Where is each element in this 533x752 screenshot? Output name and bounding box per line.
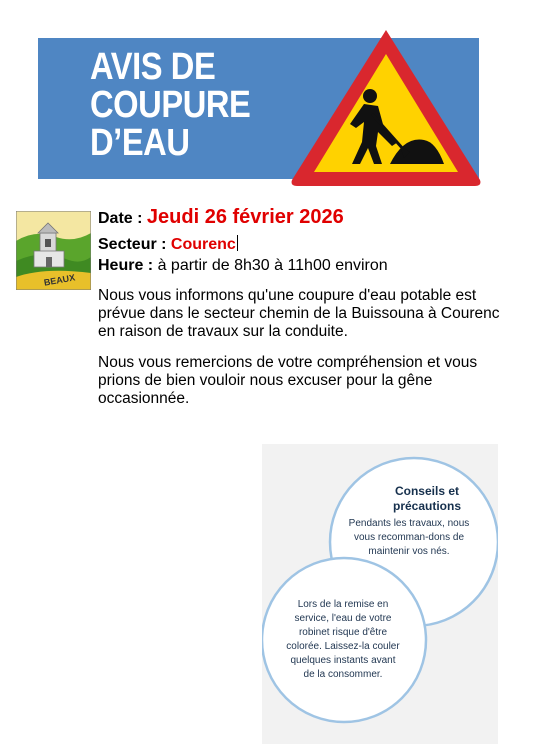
banner-title-line-1: AVIS DE xyxy=(90,46,216,88)
advice-text-service: Lors de la remise en service, l'eau de votre robinet risque d'être colorée. Laissez-la couler quelques instants avant de la consommer. xyxy=(286,599,400,680)
heure-line xyxy=(98,257,388,275)
advice-text-works: Pendants les travaux, nous vous recomman-dons de maintenir vos nés. xyxy=(348,518,470,557)
road-works-warning-sign-icon xyxy=(286,24,486,190)
text-cursor xyxy=(237,235,238,251)
notice-paragraph-2: Nous vous remercions de votre compréhension et vous prions de bien vouloir nous excuser pour la gêne occasionnée. xyxy=(98,354,478,407)
secteur-label: Secteur : xyxy=(98,236,167,253)
advice-title: Conseils et précautions xyxy=(392,484,461,513)
secteur-value: Courenc xyxy=(170,236,236,253)
banner-title-line-2: COUPURE xyxy=(90,84,251,126)
date-line xyxy=(98,206,344,229)
date-value: Jeudi 26 février 2026 xyxy=(146,206,344,228)
notice-banner xyxy=(38,38,479,179)
notice-paragraph-1: Nous vous informons qu'une coupure d'eau potable est prévue dans le secteur chemin de la Buissouna à Courenc en raison de travaux sur la conduite. xyxy=(98,287,500,340)
banner-title xyxy=(90,48,250,162)
date-label: Date : xyxy=(98,210,143,227)
advice-illustration xyxy=(262,444,498,744)
logo-label: BEAUX xyxy=(43,272,76,288)
secteur-line xyxy=(98,235,238,254)
heure-label: Heure : xyxy=(98,257,154,274)
banner-title-line-3: D’EAU xyxy=(90,122,190,164)
heure-value: à partir de 8h30 à 11h00 environ xyxy=(157,257,388,274)
village-logo xyxy=(16,211,91,290)
